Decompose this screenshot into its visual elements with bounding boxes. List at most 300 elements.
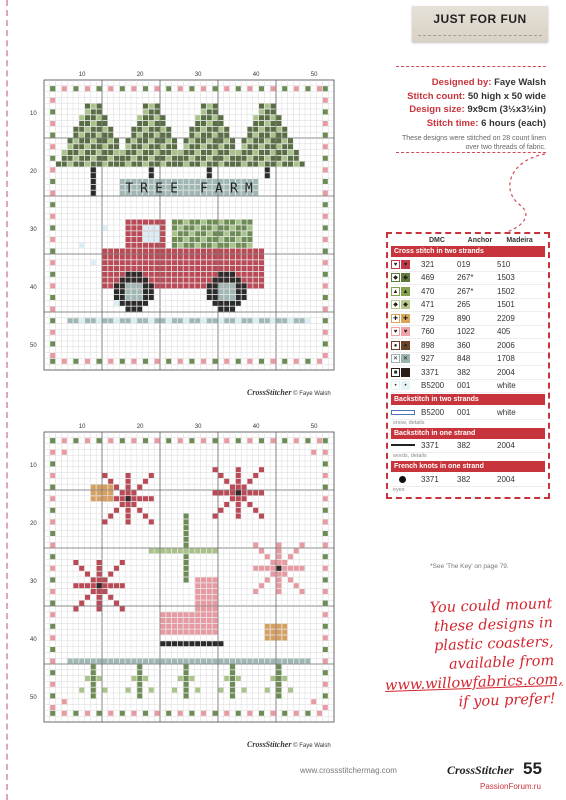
stitch <box>50 86 55 91</box>
thread-symbol: ♥ <box>391 260 400 269</box>
stitch <box>323 144 328 149</box>
stitch <box>242 260 247 265</box>
stitch <box>282 635 287 640</box>
stitch <box>149 150 154 155</box>
x-tick-label: 50 <box>310 72 318 78</box>
stitch <box>236 243 241 248</box>
stitch <box>323 214 328 219</box>
stitch <box>195 606 200 611</box>
x-tick-label: 40 <box>252 72 260 78</box>
stitch <box>213 283 218 288</box>
key-anchor: 382 <box>457 367 471 377</box>
stitch <box>271 359 276 364</box>
stitch <box>218 266 223 271</box>
stitch <box>178 185 183 190</box>
stitch <box>114 508 119 513</box>
willowfabrics-link[interactable]: www.willowfabrics.com, <box>384 671 564 694</box>
stitch <box>143 260 148 265</box>
stitch <box>195 220 200 225</box>
stitch <box>155 243 160 248</box>
stitch <box>73 150 78 155</box>
stitch <box>201 630 206 635</box>
key-row <box>391 440 545 454</box>
stitch <box>323 577 328 582</box>
stitch <box>276 115 281 120</box>
stitch <box>160 133 165 138</box>
stitch <box>236 266 241 271</box>
stitch <box>172 641 177 646</box>
stitch <box>108 86 113 91</box>
stitch <box>172 254 177 259</box>
stitch <box>137 138 142 143</box>
stitch <box>172 138 177 143</box>
stitch <box>91 156 96 161</box>
stitch <box>97 359 102 364</box>
stitch <box>224 133 229 138</box>
stitch <box>259 156 264 161</box>
stitch <box>195 243 200 248</box>
stitch <box>195 162 200 167</box>
stitch <box>91 583 96 588</box>
stitch <box>85 438 90 443</box>
stitch <box>213 266 218 271</box>
stitch <box>236 231 241 236</box>
footer-url[interactable]: www.crossstitchermag.com <box>300 766 397 775</box>
stitch <box>172 624 177 629</box>
stitch <box>172 272 177 277</box>
stitch <box>85 583 90 588</box>
stitch <box>323 496 328 501</box>
y-tick-label: 30 <box>30 578 37 585</box>
stitch <box>282 659 287 664</box>
stitch <box>253 185 258 190</box>
stitch <box>178 254 183 259</box>
stitch <box>166 318 171 323</box>
stitch <box>102 577 107 582</box>
stitch <box>131 237 136 242</box>
stitch <box>184 156 189 161</box>
stitch <box>224 179 229 184</box>
stitch <box>68 318 73 323</box>
stitch <box>271 318 276 323</box>
stitch <box>108 711 113 716</box>
stitch <box>97 144 102 149</box>
stitch <box>97 115 102 120</box>
stitch <box>213 133 218 138</box>
see-key-note: *See 'The Key' on page 79. <box>430 563 509 570</box>
stitch <box>271 572 276 577</box>
stitch <box>271 566 276 571</box>
stitch <box>207 630 212 635</box>
stitch <box>102 121 107 126</box>
stitch <box>323 353 328 358</box>
stitch <box>149 162 154 167</box>
note-line: if you prefer! <box>458 691 556 711</box>
thread-symbol: ■ <box>401 368 410 377</box>
stitch <box>253 150 258 155</box>
stitch <box>184 577 189 582</box>
stitch <box>224 318 229 323</box>
watermark: PassionForum.ru <box>480 782 541 791</box>
stitch <box>178 612 183 617</box>
stitch <box>265 635 270 640</box>
stitch <box>218 260 223 265</box>
stitch <box>79 243 84 248</box>
stitch <box>50 543 55 548</box>
stitch <box>247 138 252 143</box>
stitch <box>178 283 183 288</box>
stitch <box>184 162 189 167</box>
stitch <box>73 711 78 716</box>
stitch <box>323 531 328 536</box>
stitch <box>184 266 189 271</box>
stitch <box>131 318 136 323</box>
stitch <box>172 156 177 161</box>
stitch <box>242 496 247 501</box>
stitch <box>242 156 247 161</box>
stitch <box>149 254 154 259</box>
stitch <box>91 133 96 138</box>
stitch <box>143 150 148 155</box>
stitch <box>73 659 78 664</box>
stitch <box>276 670 281 675</box>
stitch <box>253 318 258 323</box>
stitch <box>172 220 177 225</box>
stitch <box>166 162 171 167</box>
stitch <box>114 295 119 300</box>
stitch <box>50 693 55 698</box>
y-tick-label: 40 <box>30 636 37 643</box>
stitch <box>201 606 206 611</box>
stitch <box>137 307 142 312</box>
stitch <box>85 109 90 114</box>
stitch <box>172 630 177 635</box>
stitch <box>62 450 67 455</box>
stitch <box>230 283 235 288</box>
stitch <box>288 659 293 664</box>
key-section-title: Cross stitch in two strands <box>391 246 545 257</box>
stitch <box>178 86 183 91</box>
stitch <box>201 438 206 443</box>
stitch <box>73 156 78 161</box>
stitch <box>323 647 328 652</box>
stitch <box>184 682 189 687</box>
stitch <box>120 156 125 161</box>
key-section-title: French knots in one strand <box>391 461 545 472</box>
stitch <box>184 664 189 669</box>
stitch <box>230 301 235 306</box>
stitch <box>276 583 281 588</box>
stitch <box>294 583 299 588</box>
stitch <box>143 220 148 225</box>
stitch <box>265 104 270 109</box>
stitch <box>236 162 241 167</box>
stitch <box>172 225 177 230</box>
stitch <box>207 548 212 553</box>
stitch <box>172 144 177 149</box>
key-madeira: 1503 <box>497 273 515 283</box>
stitch <box>178 630 183 635</box>
stitch <box>213 121 218 126</box>
stitch <box>155 254 160 259</box>
stitch <box>218 508 223 513</box>
stitch <box>68 138 73 143</box>
stitch <box>184 670 189 675</box>
stitch <box>73 86 78 91</box>
stitch <box>68 144 73 149</box>
stitch <box>108 496 113 501</box>
stitch <box>195 231 200 236</box>
stitch <box>50 249 55 254</box>
stitch <box>218 289 223 294</box>
stitch <box>120 438 125 443</box>
stitch <box>253 283 258 288</box>
stitch <box>126 508 131 513</box>
stitch <box>50 179 55 184</box>
stitch <box>131 711 136 716</box>
stitch <box>276 589 281 594</box>
stitch <box>271 121 276 126</box>
stitch <box>149 243 154 248</box>
stitch <box>207 618 212 623</box>
stitch <box>184 693 189 698</box>
stitch <box>271 144 276 149</box>
stitch <box>126 156 131 161</box>
stitch <box>126 688 131 693</box>
stitch <box>149 473 154 478</box>
stitch <box>323 249 328 254</box>
stitch <box>160 624 165 629</box>
thread-symbol: • <box>391 381 400 390</box>
stitch <box>213 589 218 594</box>
stitch <box>155 144 160 149</box>
stitch <box>253 133 258 138</box>
stitch <box>282 156 287 161</box>
stitch <box>50 330 55 335</box>
stitch <box>271 115 276 120</box>
stitch <box>160 127 165 132</box>
stitch <box>189 272 194 277</box>
stitch <box>91 490 96 495</box>
stitch <box>131 295 136 300</box>
stitch <box>230 496 235 501</box>
stitch <box>114 496 119 501</box>
stitch <box>97 127 102 132</box>
key-dmc: 3371 <box>421 441 439 451</box>
stitch <box>126 318 131 323</box>
stitch <box>213 150 218 155</box>
stitch <box>114 266 119 271</box>
tree-farm-chart <box>30 66 348 386</box>
key-anchor: 360 <box>457 340 471 350</box>
stitch <box>189 283 194 288</box>
stitch <box>131 133 136 138</box>
stitch <box>184 554 189 559</box>
stitch <box>259 121 264 126</box>
stitch <box>50 225 55 230</box>
stitch <box>85 115 90 120</box>
stitch <box>213 225 218 230</box>
stitch <box>108 138 113 143</box>
thread-symbol: ● <box>391 341 400 350</box>
stitch <box>131 127 136 132</box>
y-tick-label: 30 <box>30 226 37 233</box>
key-dmc: B5200 <box>421 407 445 417</box>
stitch <box>73 318 78 323</box>
stitch <box>91 115 96 120</box>
stitch <box>102 583 107 588</box>
stitch <box>160 548 165 553</box>
stitch <box>79 659 84 664</box>
stitch <box>97 86 102 91</box>
stitch <box>143 121 148 126</box>
stitch <box>218 278 223 283</box>
stitch <box>201 283 206 288</box>
stitch <box>97 577 102 582</box>
x-tick-label: 50 <box>310 424 318 430</box>
stitch <box>259 272 264 277</box>
stitch <box>50 601 55 606</box>
stitch <box>149 109 154 114</box>
stitch <box>184 519 189 524</box>
stitch <box>184 630 189 635</box>
stitch <box>166 659 171 664</box>
stitch <box>276 682 281 687</box>
stitch <box>131 278 136 283</box>
key-row <box>391 326 545 340</box>
stitch <box>97 606 102 611</box>
stitch-count-label: Stitch count: <box>407 90 466 102</box>
stitch <box>126 301 131 306</box>
stitch <box>207 641 212 646</box>
stitch <box>317 86 322 91</box>
stitch <box>265 173 270 178</box>
stitch <box>265 659 270 664</box>
stitch <box>143 156 148 161</box>
stitch <box>126 307 131 312</box>
stitch <box>149 138 154 143</box>
stitch <box>282 572 287 577</box>
stitch <box>137 260 142 265</box>
key-anchor: 890 <box>457 313 471 323</box>
stitch <box>143 249 148 254</box>
stitch <box>276 560 281 565</box>
stitch <box>247 359 252 364</box>
stitch <box>97 711 102 716</box>
stitch <box>120 283 125 288</box>
stitch <box>195 589 200 594</box>
stitch <box>276 566 281 571</box>
stitch <box>282 711 287 716</box>
stitch <box>253 144 258 149</box>
stitch <box>184 676 189 681</box>
stitch <box>213 156 218 161</box>
stitch <box>201 659 206 664</box>
stitch <box>271 659 276 664</box>
stitch <box>253 659 258 664</box>
stitch <box>178 618 183 623</box>
stitch <box>207 283 212 288</box>
stitch <box>323 167 328 172</box>
thread-symbol: ▲ <box>392 288 399 295</box>
stitch <box>50 682 55 687</box>
stitch <box>276 133 281 138</box>
design-info <box>396 76 546 152</box>
stitch <box>276 688 281 693</box>
stitch <box>126 295 131 300</box>
key-row <box>391 473 545 487</box>
stitch <box>213 237 218 242</box>
stitch <box>91 577 96 582</box>
stitch <box>195 595 200 600</box>
stitch <box>50 496 55 501</box>
stitch <box>108 133 113 138</box>
stitch <box>213 641 218 646</box>
thread-swatch <box>391 260 415 269</box>
stitch <box>120 659 125 664</box>
stitch <box>137 121 142 126</box>
stitch <box>120 278 125 283</box>
stitch <box>85 162 90 167</box>
stitch <box>224 162 229 167</box>
stitch <box>137 670 142 675</box>
stitch <box>178 162 183 167</box>
designed-by-label: Designed by: <box>431 77 492 88</box>
stitch <box>97 583 102 588</box>
stitch <box>247 86 252 91</box>
stitch <box>247 283 252 288</box>
stitch <box>131 502 136 507</box>
stitch <box>97 560 102 565</box>
stitch <box>79 566 84 571</box>
stitch <box>184 144 189 149</box>
stitch <box>213 606 218 611</box>
stitch <box>189 266 194 271</box>
stitch <box>184 566 189 571</box>
stitch <box>213 467 218 472</box>
y-tick-label: 10 <box>30 462 37 469</box>
stitch <box>224 185 229 190</box>
stitch <box>120 150 125 155</box>
stitch <box>91 682 96 687</box>
stitch <box>149 133 154 138</box>
stitch <box>178 237 183 242</box>
stitch <box>126 243 131 248</box>
stitch <box>213 249 218 254</box>
stitch <box>178 150 183 155</box>
key-dmc: 760 <box>421 327 435 337</box>
stitch <box>253 543 258 548</box>
stitch <box>195 601 200 606</box>
stitch <box>259 162 264 167</box>
stitch <box>230 682 235 687</box>
stitch <box>149 496 154 501</box>
stitch <box>323 601 328 606</box>
stitch <box>236 508 241 513</box>
stitch <box>265 144 270 149</box>
stitch <box>85 659 90 664</box>
design-size-value: 9x9cm (3½x3½in) <box>467 104 546 115</box>
stitch <box>323 543 328 548</box>
y-tick-label: 20 <box>30 168 37 175</box>
stitch <box>207 278 212 283</box>
stitch <box>276 318 281 323</box>
stitch <box>259 659 264 664</box>
thread-symbol: ♥ <box>401 327 410 336</box>
stitch <box>213 260 218 265</box>
stitch <box>184 138 189 143</box>
stitch <box>224 307 229 312</box>
